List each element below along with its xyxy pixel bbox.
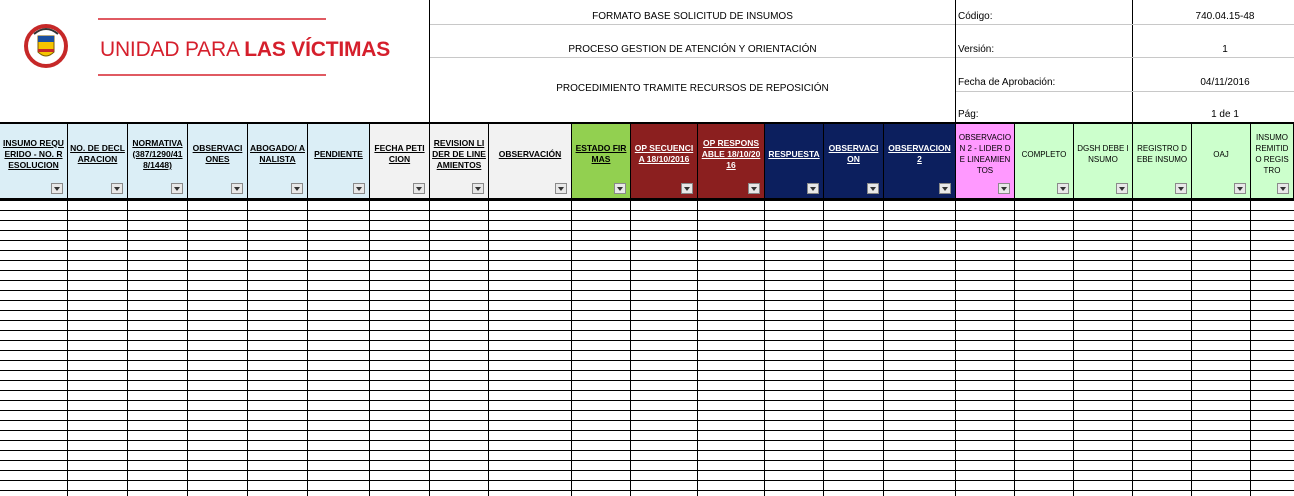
column-divider: [955, 200, 956, 496]
column-header[interactable]: [489, 122, 572, 200]
table-row: [0, 430, 1294, 431]
column-header[interactable]: [956, 122, 1015, 200]
filter-dropdown-icon[interactable]: [1175, 183, 1187, 194]
column-header[interactable]: [1133, 122, 1192, 200]
column-header-label: FECHA PETICION: [374, 143, 425, 164]
column-header[interactable]: [698, 122, 765, 200]
column-header-label: PENDIENTE: [314, 148, 363, 159]
format-title: FORMATO BASE SOLICITUD DE INSUMOS: [592, 11, 793, 22]
logo-bottom-rule: [98, 74, 326, 76]
table-row: [0, 410, 1294, 411]
column-header[interactable]: [1192, 122, 1251, 200]
version-value: 1: [1222, 44, 1228, 55]
column-divider: [307, 200, 308, 496]
column-header[interactable]: [631, 122, 698, 200]
table-row: [0, 280, 1294, 281]
column-header-label: OBSERVACIÓN: [498, 148, 562, 159]
coat-of-arms-icon: [24, 16, 68, 76]
filter-dropdown-icon[interactable]: [939, 183, 951, 194]
column-header[interactable]: [1251, 122, 1294, 200]
page-label: Pág:: [958, 109, 979, 120]
approval-date-value: 04/11/2016: [1200, 77, 1250, 88]
column-header[interactable]: [1074, 122, 1133, 200]
column-divider: [1073, 200, 1074, 496]
column-header[interactable]: [430, 122, 489, 200]
table-row: [0, 420, 1294, 421]
table-row: [0, 390, 1294, 391]
column-header-label: ESTADO FIRMAS: [575, 143, 627, 164]
document-header: [0, 0, 1294, 122]
filter-dropdown-icon[interactable]: [111, 183, 123, 194]
filter-dropdown-icon[interactable]: [1234, 183, 1246, 194]
filter-dropdown-icon[interactable]: [1057, 183, 1069, 194]
filter-dropdown-icon[interactable]: [748, 183, 760, 194]
logo-top-rule: [98, 18, 326, 20]
table-row: [0, 260, 1294, 261]
filter-dropdown-icon[interactable]: [353, 183, 365, 194]
table-row: [0, 480, 1294, 481]
table-row: [0, 300, 1294, 301]
column-divider: [429, 200, 430, 496]
column-divider: [187, 200, 188, 496]
data-table: [0, 122, 1294, 496]
column-divider: [823, 200, 824, 496]
column-divider: [883, 200, 884, 496]
column-divider: [1014, 200, 1015, 496]
filter-dropdown-icon[interactable]: [472, 183, 484, 194]
column-header-label: RESPUESTA: [768, 148, 820, 159]
column-header-label: OBSERVACION 2: [888, 143, 951, 164]
table-row: [0, 400, 1294, 401]
column-header[interactable]: [0, 122, 68, 200]
filter-dropdown-icon[interactable]: [291, 183, 303, 194]
column-header-label: COMPLETO: [1021, 149, 1067, 159]
column-divider: [571, 200, 572, 496]
table-row: [0, 290, 1294, 291]
filter-dropdown-icon[interactable]: [555, 183, 567, 194]
header-rule: [956, 24, 1294, 25]
filter-dropdown-icon[interactable]: [807, 183, 819, 194]
column-header-label: ABOGADO/ ANALISTA: [250, 143, 305, 164]
process-title: PROCESO GESTION DE ATENCIÓN Y ORIENTACIÓN: [568, 44, 817, 55]
column-header[interactable]: [308, 122, 370, 200]
column-header-label: NO. DE DECLARACION: [70, 143, 125, 164]
column-header-label: OP RESPONSABLE 18/10/2016: [701, 137, 761, 170]
column-header[interactable]: [884, 122, 956, 200]
column-divider: [67, 200, 68, 496]
table-row: [0, 470, 1294, 471]
table-row: [0, 330, 1294, 331]
table-row: [0, 320, 1294, 321]
table-row: [0, 460, 1294, 461]
header-rule: [430, 57, 955, 58]
column-header[interactable]: [128, 122, 188, 200]
column-divider: [630, 200, 631, 496]
table-row: [0, 370, 1294, 371]
codigo-label: Código:: [958, 11, 993, 22]
column-header-label: NORMATIVA (387/1290/418/1448): [132, 137, 183, 170]
table-row: [0, 210, 1294, 211]
filter-dropdown-icon[interactable]: [51, 183, 63, 194]
column-divider: [488, 200, 489, 496]
table-row: [0, 350, 1294, 351]
column-divider: [247, 200, 248, 496]
filter-dropdown-icon[interactable]: [681, 183, 693, 194]
column-divider: [1191, 200, 1192, 496]
column-header[interactable]: [572, 122, 631, 200]
column-divider: [1250, 200, 1251, 496]
header-rule: [430, 24, 955, 25]
column-header-label: REVISION LIDER DE LINEAMIENTOS: [432, 137, 486, 170]
column-divider: [369, 200, 370, 496]
filter-dropdown-icon[interactable]: [867, 183, 879, 194]
column-header-label: DGSH DEBE INSUMO: [1077, 144, 1129, 164]
header-divider: [955, 0, 956, 122]
page-value: 1 de 1: [1211, 109, 1239, 120]
table-body: [0, 200, 1294, 496]
procedure-title: PROCEDIMIENTO TRAMITE RECURSOS DE REPOSICIÓN: [556, 83, 829, 94]
column-header[interactable]: [68, 122, 128, 200]
table-row: [0, 230, 1294, 231]
column-header-label: OBSERVACION 2 - LIDER DE LINEAMIENTOS: [958, 133, 1012, 175]
table-row: [0, 360, 1294, 361]
header-rule: [956, 57, 1294, 58]
column-header-label: OAJ: [1213, 149, 1229, 159]
column-header[interactable]: [765, 122, 824, 200]
column-header-label: OBSERVACIONES: [192, 143, 243, 164]
filter-dropdown-icon[interactable]: [413, 183, 425, 194]
filter-dropdown-icon[interactable]: [1116, 183, 1128, 194]
header-divider: [1132, 0, 1133, 122]
header-rule: [956, 91, 1294, 92]
logo-title: UNIDAD PARA LAS VÍCTIMAS: [100, 38, 391, 61]
column-header-label: INSUMO REQUERIDO - NO. RESOLUCION: [3, 137, 64, 170]
column-header-label: OBSERVACION: [828, 143, 879, 164]
table-row: [0, 240, 1294, 241]
column-header[interactable]: [370, 122, 430, 200]
table-row: [0, 440, 1294, 441]
table-row: [0, 220, 1294, 221]
column-divider: [697, 200, 698, 496]
column-divider: [1132, 200, 1133, 496]
column-header-label: OP SECUENCIA 18/10/2016: [634, 143, 694, 164]
column-header-label: INSUMO REMITIDO REGISTRO: [1255, 133, 1289, 175]
table-row: [0, 380, 1294, 381]
column-divider: [764, 200, 765, 496]
unidad-victimas-logo: [24, 16, 391, 78]
column-header[interactable]: [248, 122, 308, 200]
table-row: [0, 450, 1294, 451]
column-header[interactable]: [824, 122, 884, 200]
column-header[interactable]: [188, 122, 248, 200]
column-divider: [127, 200, 128, 496]
filter-dropdown-icon[interactable]: [1277, 183, 1289, 194]
approval-date-label: Fecha de Aprobación:: [958, 77, 1056, 88]
table-row: [0, 200, 1294, 201]
table-row: [0, 310, 1294, 311]
filter-dropdown-icon[interactable]: [231, 183, 243, 194]
version-label: Versión:: [958, 44, 995, 55]
filter-dropdown-icon[interactable]: [998, 183, 1010, 194]
column-header-label: REGISTRO DEBE INSUMO: [1136, 144, 1188, 164]
table-row: [0, 250, 1294, 251]
codigo-value: 740.04.15-48: [1195, 11, 1255, 22]
column-header[interactable]: [1015, 122, 1074, 200]
filter-dropdown-icon[interactable]: [171, 183, 183, 194]
table-row: [0, 270, 1294, 271]
table-row: [0, 340, 1294, 341]
filter-dropdown-icon[interactable]: [614, 183, 626, 194]
table-row: [0, 490, 1294, 491]
